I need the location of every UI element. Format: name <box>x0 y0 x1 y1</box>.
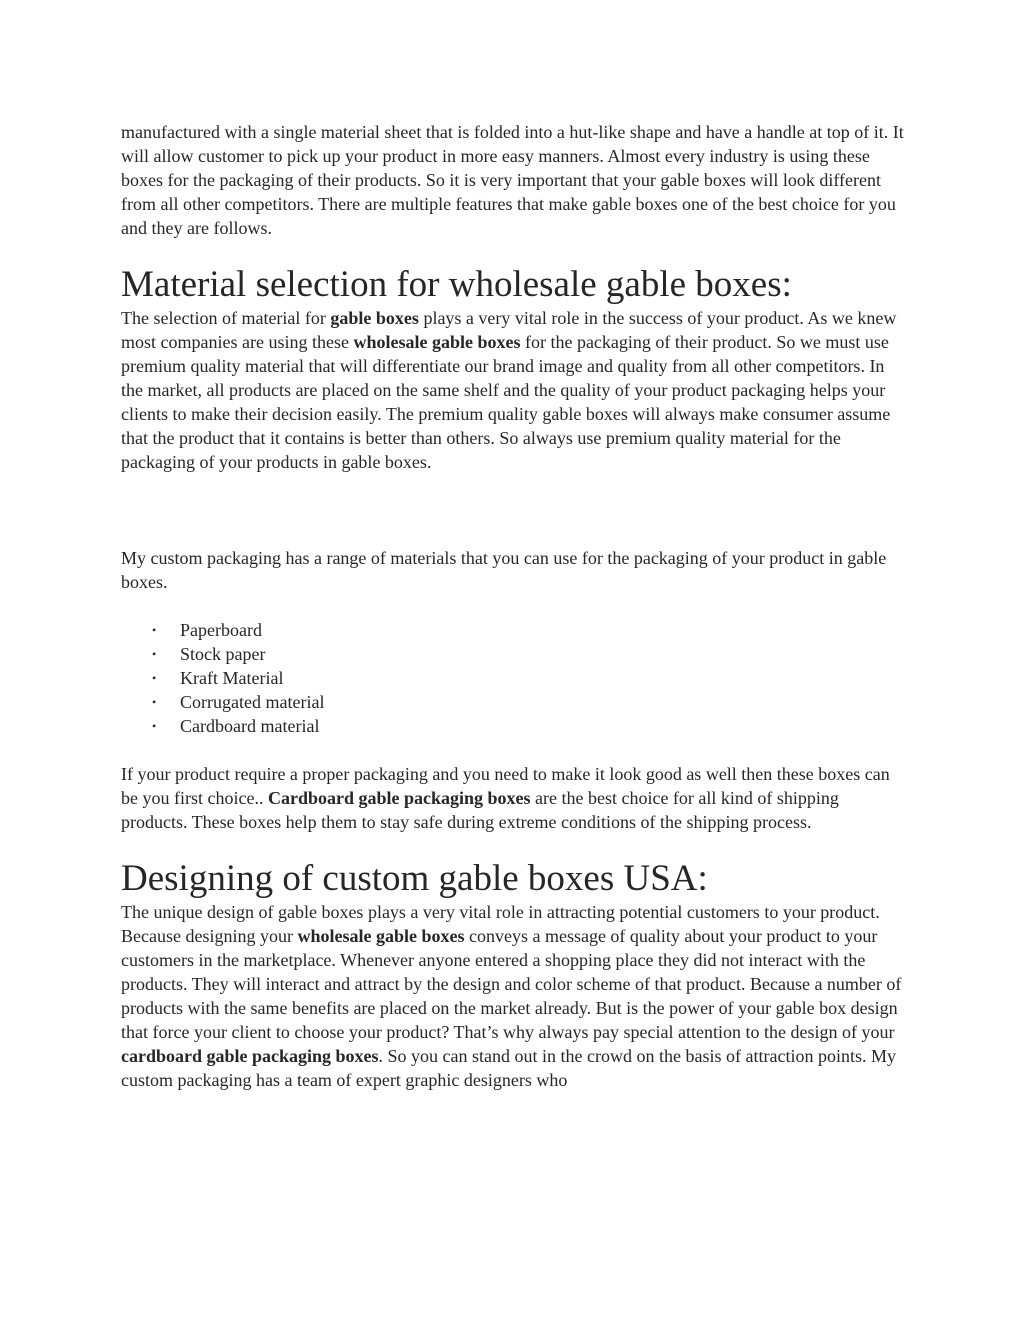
intro-paragraph: manufactured with a single material sheet that is folded into a hut-like shape and have a handle at top of it. It will allow customer to pick up your product in more easy manners. Almost every industry is using these boxes for the packaging of their products. So it is very important that your gable boxes will look different from all other competitors. There are multiple features that make gable boxes one of the best choice for you and they are follows. <box>121 122 904 238</box>
document-page <box>121 120 906 1092</box>
bullet-icon: • <box>152 695 157 709</box>
text-run: The unique design of gable boxes plays a very vital role in attracting potential customers to your product. Because designing your <box>121 902 880 946</box>
list-item <box>152 618 906 642</box>
bold-keyword: cardboard gable packaging boxes <box>121 1046 379 1066</box>
designing-paragraph <box>121 900 906 1092</box>
bullet-icon: • <box>152 623 157 637</box>
bullet-icon: • <box>152 671 157 685</box>
text-run: for the packaging of their product. So we must use premium quality material that will differentiate our brand image and quality from all other competitors. In the market, all products are placed on the same shelf and the quality of your product packaging helps your clients to make their decision easily. The premium quality gable boxes will always make consumer assume that the product that it contains is better than others. So always use premium quality material for the packaging of your products in gable boxes. <box>121 332 891 472</box>
text-run: are the best choice for all kind of shipping products. These boxes help them to stay safe during extreme conditions of the shipping process. <box>121 788 839 832</box>
material-paragraph <box>121 306 906 474</box>
section-heading-designing: Designing of custom gable boxes USA: <box>121 858 708 899</box>
bold-keyword: gable boxes <box>330 308 419 328</box>
list-item <box>152 666 906 690</box>
bold-keyword: Cardboard gable packaging boxes <box>267 788 531 808</box>
list-item-label: Cardboard material <box>180 716 320 736</box>
bold-keyword: wholesale gable boxes <box>353 332 521 352</box>
text-run: conveys a message of quality about your product to your customers in the marketplace. Whenever anyone entered a shopping place they did not interact with the products. They will interact and attract by the design and color scheme of that product. Because a number of products with the same benefits are placed on the market already. But is the power of your gable box design that force your client to choose your product? That’s why always pay special attention to the design of your <box>121 926 902 1042</box>
text-run: plays a very vital role in the success of your product. As we knew most companies are using these <box>121 308 897 352</box>
list-item-label: Stock paper <box>180 644 266 664</box>
text-run: . So you can stand out in the crowd on the basis of attraction points. My custom packaging has a team of expert graphic designers who <box>121 1046 896 1090</box>
list-item-label: Kraft Material <box>180 668 284 688</box>
list-item-label: Corrugated material <box>180 692 325 712</box>
list-item <box>152 642 906 666</box>
bold-keyword: wholesale gable boxes <box>297 926 465 946</box>
list-item <box>152 690 906 714</box>
cardboard-paragraph <box>121 762 906 834</box>
section-heading-material: Material selection for wholesale gable boxes: <box>121 264 792 305</box>
list-item-label: Paperboard <box>180 620 262 640</box>
list-item <box>152 714 906 738</box>
text-run: The selection of material for <box>121 308 331 328</box>
materials-intro-paragraph: My custom packaging has a range of materials that you can use for the packaging of your product in gable boxes. <box>121 548 887 592</box>
materials-list <box>121 618 906 738</box>
bullet-icon: • <box>152 719 157 733</box>
bullet-icon: • <box>152 647 157 661</box>
text-run: If your product require a proper packaging and you need to make it look good as well then these boxes can be you first choice.. <box>121 764 890 808</box>
